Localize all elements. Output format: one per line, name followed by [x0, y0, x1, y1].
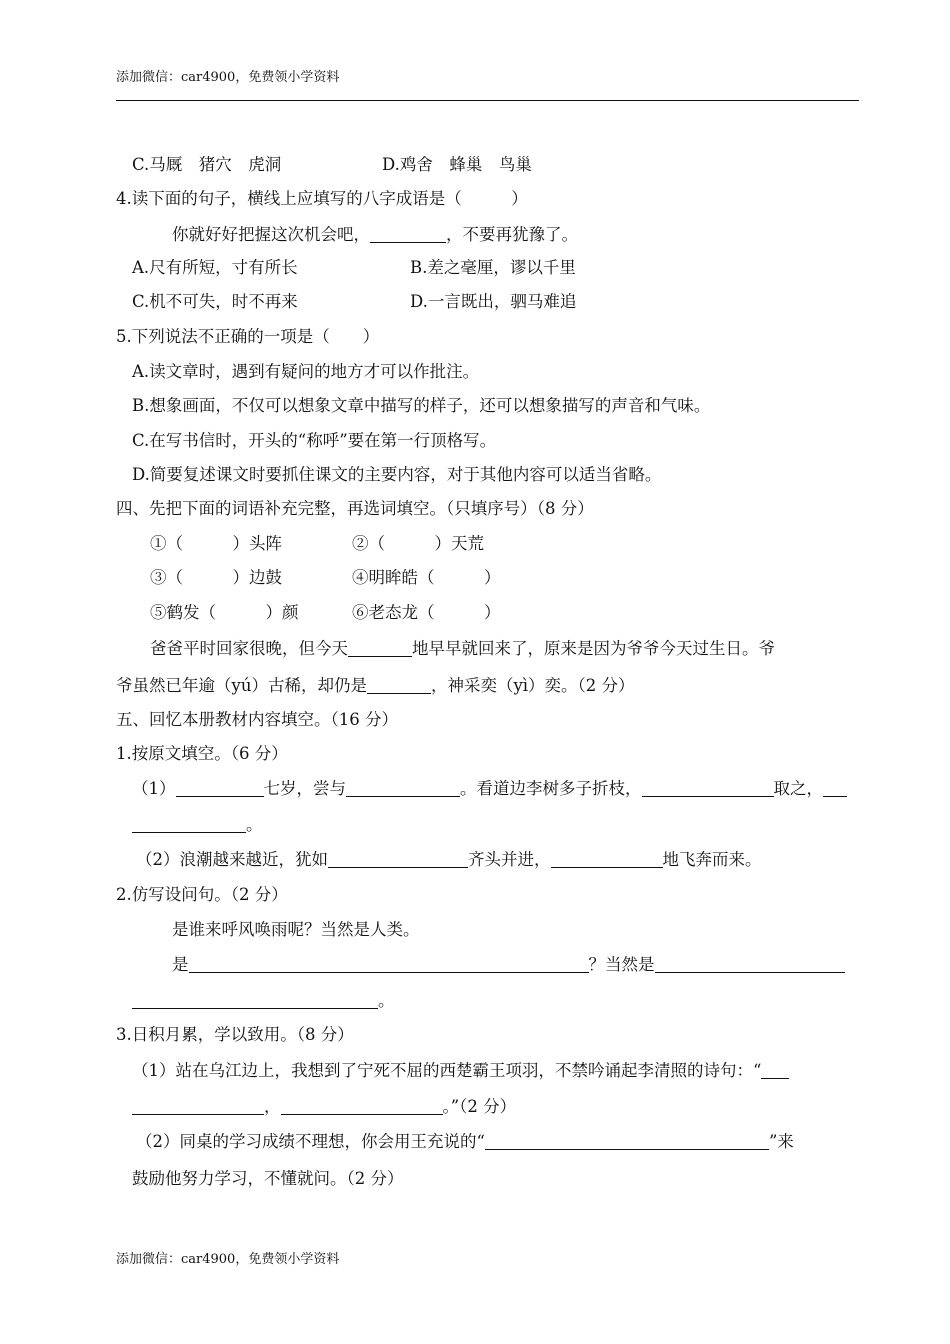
- q4-sentence-end: ，不要再犹豫了。: [446, 225, 578, 244]
- header-divider: [116, 100, 859, 101]
- text-segment: 。”（2 分）: [442, 1097, 517, 1116]
- q4-answer-blank[interactable]: [370, 226, 446, 243]
- word-item-4: ④明眸皓（ ）: [352, 568, 501, 587]
- q5-1-title: 1.按原文填空。（6 分）: [116, 744, 288, 763]
- q5-option-b: B.想象画面，不仅可以想象文章中描写的样子，还可以想象描写的声音和气味。: [132, 396, 711, 415]
- word-item-2: ②（ ）天荒: [352, 534, 484, 553]
- poem-line-cont: [132, 1096, 516, 1118]
- item-number: （1）: [132, 779, 176, 798]
- text-segment: 地飞奔而来。: [662, 850, 762, 869]
- text-segment: 。: [378, 991, 395, 1010]
- section4-paragraph-line1: [150, 638, 775, 660]
- text-segment: ？当然是: [588, 955, 655, 974]
- text-segment: 是: [172, 955, 189, 974]
- q4-option-d: D.一言既出，驷马难追: [410, 292, 577, 311]
- q3-option-d: D.鸡舍 蜂巢 鸟巢: [382, 155, 532, 174]
- q5-2-example: 是谁来呼风唤雨呢？当然是人类。: [172, 920, 420, 939]
- imitation-blank-1[interactable]: [189, 956, 589, 973]
- q5-option-a: A.读文章时，遇到有疑问的地方才可以作批注。: [132, 362, 480, 381]
- fill-blank-2[interactable]: [367, 677, 431, 694]
- poem-blank-1a[interactable]: [761, 1062, 789, 1079]
- text-segment: 。看道边李树多子折枝，: [460, 779, 642, 798]
- word-item-3: ③（ ）边鼓: [150, 568, 282, 587]
- imitation-line: [172, 954, 845, 976]
- text-segment: 七岁，尝与: [263, 779, 346, 798]
- recitation-blank-3[interactable]: [642, 780, 774, 797]
- imitation-blank-2a[interactable]: [655, 956, 845, 973]
- recitation-blank-1[interactable]: [176, 780, 264, 797]
- q4-option-c: C.机不可失，时不再来: [132, 292, 298, 311]
- q4-stem: 4.读下面的句子，横线上应填写的八字成语是（ ）: [116, 189, 528, 208]
- poem-line: [132, 1060, 789, 1082]
- text-segment: （1）站在乌江边上，我想到了宁死不屈的西楚霸王项羽，不禁吟诵起李清照的诗句：“: [132, 1061, 762, 1080]
- recitation-blank-4b[interactable]: [132, 816, 246, 833]
- imitation-line-cont: [132, 990, 395, 1012]
- page-header: 添加微信：car4900，免费领小学资料: [116, 70, 340, 85]
- q5-stem: 5.下列说法不正确的一项是（ ）: [116, 327, 380, 346]
- word-item-5: ⑤鹤发（ ）颜: [150, 603, 299, 622]
- fill-blank-1[interactable]: [348, 640, 412, 657]
- section4-paragraph-line2: [116, 675, 635, 697]
- text-segment: 取之，: [773, 779, 823, 798]
- paragraph-cont: 爷虽然已年逾（yú）古稀，却仍是: [116, 676, 367, 695]
- text-segment: ，: [264, 1097, 281, 1116]
- word-item-1: ①（ ）头阵: [150, 534, 282, 553]
- paragraph-start: 爸爸平时回家很晚，但今天: [150, 639, 348, 658]
- recitation-line-2: [136, 849, 762, 871]
- section5-title: 五、回忆本册教材内容填空。（16 分）: [116, 710, 398, 729]
- text-segment: ”来: [768, 1132, 794, 1151]
- q4-sentence: [172, 224, 578, 246]
- imitation-blank-2b[interactable]: [132, 992, 378, 1009]
- recitation-blank-2[interactable]: [346, 780, 460, 797]
- quote-line-cont: 鼓励他努力学习，不懂就问。（2 分）: [132, 1169, 404, 1188]
- recitation-line-1: [132, 778, 847, 800]
- q3-option-c: C.马厩 猪穴 虎洞: [132, 155, 282, 174]
- q5-option-c: C.在写书信时，开头的“称呼”要在第一行顶格写。: [132, 431, 497, 450]
- text-segment: （2）同桌的学习成绩不理想，你会用王充说的“: [136, 1132, 485, 1151]
- q5-2-title: 2.仿写设问句。（2 分）: [116, 885, 288, 904]
- q4-option-a: A.尺有所短，寸有所长: [132, 258, 298, 277]
- poem-blank-2[interactable]: [281, 1098, 443, 1115]
- paragraph-middle: 地早早就回来了，原来是因为爷爷今天过生日。爷: [412, 639, 775, 658]
- paragraph-end: ，神采奕（yì）奕。（2 分）: [430, 676, 635, 695]
- recitation-blank-6[interactable]: [551, 851, 663, 868]
- text-segment: （2）浪潮越来越近，犹如: [136, 850, 328, 869]
- q5-option-d: D.简要复述课文时要抓住课文的主要内容，对于其他内容可以适当省略。: [132, 465, 662, 484]
- q4-sentence-start: 你就好好把握这次机会吧，: [172, 225, 370, 244]
- poem-blank-1b[interactable]: [132, 1098, 264, 1115]
- quote-line: [136, 1131, 794, 1153]
- q4-option-b: B.差之毫厘，谬以千里: [410, 258, 576, 277]
- recitation-blank-4a[interactable]: [823, 780, 847, 797]
- text-segment: 齐头并进，: [468, 850, 551, 869]
- word-item-6: ⑥老态龙（ ）: [352, 603, 501, 622]
- recitation-blank-5[interactable]: [328, 851, 468, 868]
- text-segment: 。: [246, 815, 263, 834]
- page-footer: 添加微信：car4900，免费领小学资料: [116, 1252, 340, 1267]
- q5-3-title: 3.日积月累，学以致用。（8 分）: [116, 1025, 354, 1044]
- section4-title: 四、先把下面的词语补充完整，再选词填空。（只填序号）（8 分）: [116, 499, 594, 518]
- quote-blank[interactable]: [485, 1133, 769, 1150]
- recitation-line-1-cont: [132, 814, 263, 836]
